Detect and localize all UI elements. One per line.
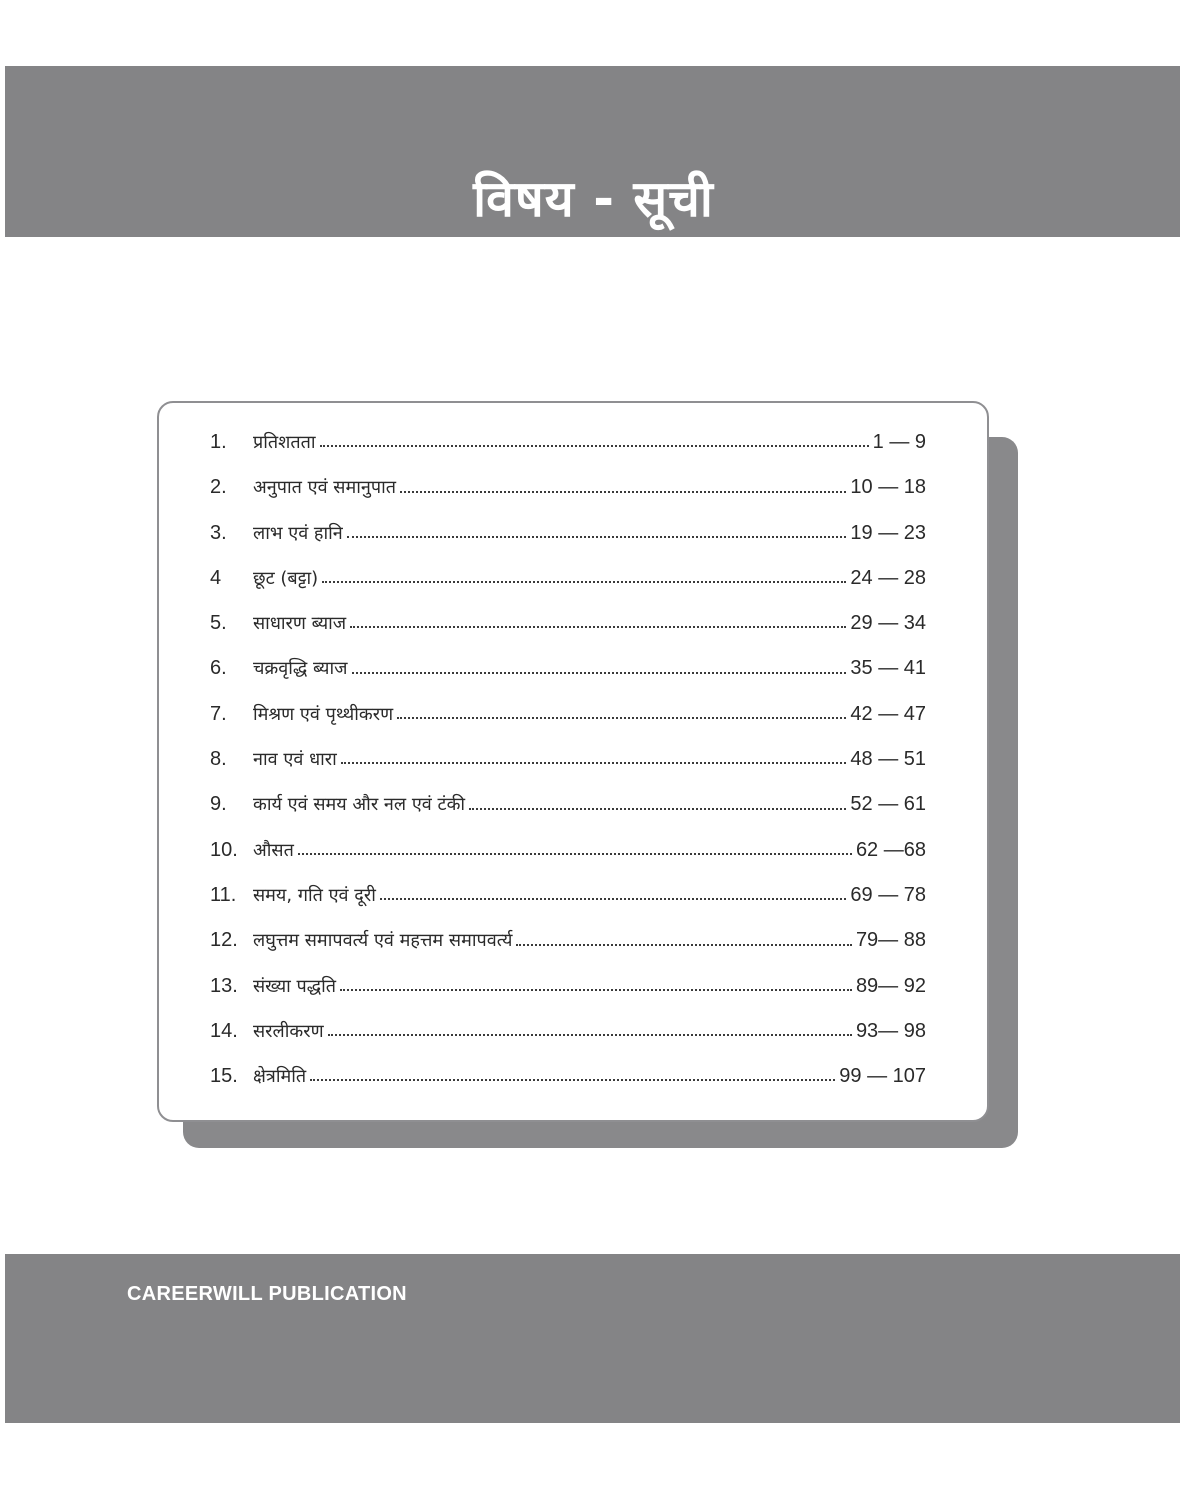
toc-dot-leader <box>341 761 847 764</box>
toc-entry-pages: 24 — 28 <box>850 566 926 589</box>
toc-entry-number: 5. <box>210 612 227 635</box>
toc-dot-leader <box>350 625 846 628</box>
toc-dot-leader <box>469 807 846 810</box>
toc-entry-pages: 19 — 23 <box>850 521 926 544</box>
toc-entry-title: कार्य एवं समय और नल एवं टंकी <box>253 794 466 816</box>
toc-entry-title: क्षेत्रमिति <box>253 1066 307 1088</box>
toc-entry-title: साधारण ब्याज <box>253 613 347 635</box>
toc-entry-pages: 79— 88 <box>855 929 926 952</box>
toc-entry <box>210 692 926 737</box>
toc-entry-pages: 93— 98 <box>855 1019 926 1042</box>
toc-entry-number: 8. <box>210 748 227 771</box>
toc-entry-title: औसत <box>253 839 294 861</box>
toc-entry <box>210 918 926 963</box>
toc-dot-leader <box>298 852 852 855</box>
toc-entry-title: अनुपात एवं समानुपात <box>253 477 397 499</box>
toc-dot-leader <box>340 988 852 991</box>
toc-entry-pages: 10 — 18 <box>850 476 926 499</box>
toc-entry-title: लघुत्तम समापवर्त्य एवं महत्तम समापवर्त्य <box>253 930 513 952</box>
toc-dot-leader <box>328 1033 852 1036</box>
toc-entry-title: मिश्रण एवं पृथ्थीकरण <box>253 703 394 725</box>
publisher-name: CAREERWILL PUBLICATION <box>127 1283 407 1305</box>
toc-entry <box>210 828 926 873</box>
toc-entry <box>210 646 926 691</box>
toc-entry-title: संख्या पद्धति <box>253 975 337 997</box>
toc-entry <box>210 420 926 465</box>
toc-entry-title: छूट (बट्टा) <box>253 567 319 589</box>
toc-dot-leader <box>320 444 869 447</box>
toc-dot-leader <box>352 671 847 674</box>
toc-entry <box>210 1054 926 1099</box>
page-title: विषय - सूची <box>473 170 714 228</box>
toc-entry-title: समय, गति एवं दूरी <box>253 884 376 906</box>
toc-entry <box>210 737 926 782</box>
toc-entry-number: 6. <box>210 657 227 680</box>
toc-entry <box>210 465 926 510</box>
toc-entry-number: 2. <box>210 476 227 499</box>
toc-entry-pages: 52 — 61 <box>850 793 926 816</box>
toc-dot-leader <box>310 1078 835 1081</box>
toc-entry-pages: 69 — 78 <box>850 883 926 906</box>
toc-entry-title: चक्रवृद्धि ब्याज <box>253 658 348 680</box>
toc-entry-number: 11. <box>210 883 237 906</box>
toc-entry-number: 14. <box>210 1019 238 1042</box>
toc-entry-number: 9. <box>210 793 227 816</box>
toc-entry-number: 12. <box>210 929 238 952</box>
table-of-contents <box>210 420 926 1099</box>
toc-entry-pages: 89— 92 <box>855 974 926 997</box>
toc-entry-number: 1. <box>210 431 227 453</box>
toc-entry <box>210 556 926 601</box>
toc-entry-number: 10. <box>210 838 238 861</box>
toc-dot-leader <box>380 897 847 900</box>
toc-entry <box>210 601 926 646</box>
toc-dot-leader <box>322 580 846 583</box>
toc-entry-title: नाव एवं धारा <box>253 749 337 771</box>
toc-dot-leader <box>347 535 847 538</box>
toc-entry <box>210 873 926 918</box>
toc-entry-pages: 99 — 107 <box>839 1065 926 1088</box>
toc-entry-pages: 29 — 34 <box>850 612 926 635</box>
toc-entry <box>210 964 926 1009</box>
toc-entry-pages: 42 — 47 <box>850 702 926 725</box>
toc-entry-number: 3. <box>210 521 227 544</box>
toc-entry <box>210 511 926 556</box>
toc-entry-title: प्रतिशतता <box>253 432 316 453</box>
footer-band <box>5 1254 1180 1423</box>
toc-entry-number: 13. <box>210 974 238 997</box>
toc-entry-pages: 1 — 9 <box>872 431 926 453</box>
toc-entry-number: 15. <box>210 1065 238 1088</box>
toc-entry-title: लाभ एवं हानि <box>253 522 343 544</box>
toc-entry-pages: 48 — 51 <box>850 748 926 771</box>
toc-entry-pages: 62 —68 <box>855 838 926 861</box>
toc-entry-pages: 35 — 41 <box>850 657 926 680</box>
toc-dot-leader <box>397 716 846 719</box>
toc-dot-leader <box>400 490 846 493</box>
toc-entry-number: 7. <box>210 702 227 725</box>
toc-entry-title: सरलीकरण <box>253 1020 324 1042</box>
toc-dot-leader <box>516 943 852 946</box>
toc-entry-number: 4 <box>210 566 222 589</box>
toc-entry <box>210 1009 926 1054</box>
toc-entry <box>210 782 926 827</box>
